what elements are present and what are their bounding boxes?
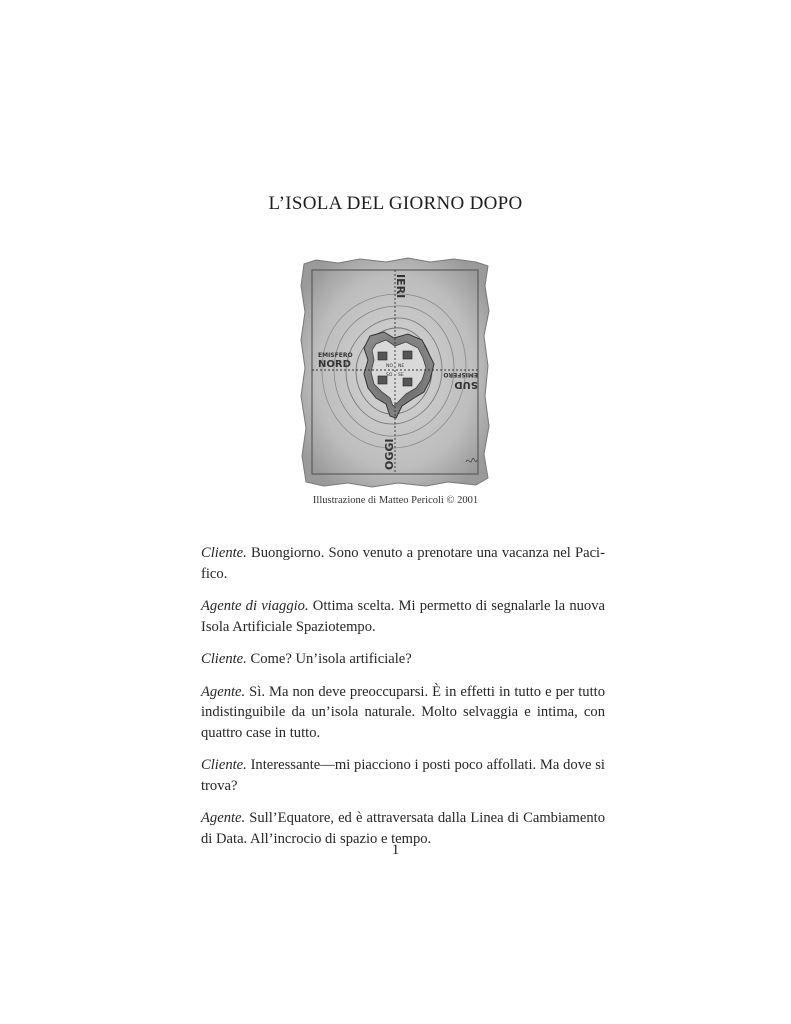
label-sud: SUD	[454, 379, 478, 390]
label-emisfero-left: EMISFERO	[318, 352, 353, 359]
label-emisfero-right: EMISFERO	[443, 371, 478, 378]
label-quadrant-so: SO	[386, 373, 393, 378]
speech-text: Come? Un’isola artificiale?	[246, 651, 412, 667]
label-oggi: OGGI	[383, 438, 396, 470]
label-ieri: IERI	[394, 274, 407, 299]
label-nord: NORD	[318, 359, 351, 370]
speech-text: Buongiorno. Sono venuto a prenotare una vacanza nel Pacifico.	[201, 545, 605, 582]
speech-text: Ottima scelta. Mi permetto di segnalarle la nuova Isola Artificiale Spaziotempo.	[201, 598, 605, 635]
dialogue-paragraph	[201, 543, 605, 584]
speaker-name: Agente.	[201, 810, 246, 826]
dialogue-paragraph	[201, 682, 605, 744]
dialogue-paragraph	[201, 755, 605, 796]
speaker-name: Cliente.	[201, 757, 247, 773]
dialogue-paragraph	[201, 649, 605, 670]
dialogue-text	[201, 543, 605, 861]
speaker-name: Agente.	[201, 683, 246, 700]
speaker-name: Cliente.	[201, 545, 247, 561]
label-quadrant-ne: NE	[398, 364, 405, 369]
label-quadrant-no: NO	[386, 364, 393, 369]
dialogue-paragraph	[201, 596, 605, 637]
label-quadrant-se: SE	[398, 373, 404, 378]
speech-text: Sull’Equatore, ed è attraversata dalla Linea di Cambiamento di Data. All’incrocio di spazio e tempo.	[201, 810, 605, 847]
island-map-drawing	[298, 256, 492, 488]
page-number: 1	[391, 842, 400, 858]
page-title: L’ISOLA DEL GIORNO DOPO	[268, 193, 523, 214]
speaker-name: Agente di viaggio.	[201, 598, 309, 614]
speech-text: Sì. Ma non deve preoccuparsi. È in effetti in tutto e per tutto indistinguibile da un’isola naturale. Molto selvaggia e intima, con quattro case in tutto.	[201, 683, 605, 741]
illustration-caption: Illustrazione di Matteo Pericoli © 2001	[312, 495, 479, 506]
speech-text: Interessante—mi piacciono i posti poco affollati. Ma dove si trova?	[201, 757, 605, 794]
island-map-illustration	[298, 256, 492, 488]
speaker-name: Cliente.	[201, 651, 247, 667]
